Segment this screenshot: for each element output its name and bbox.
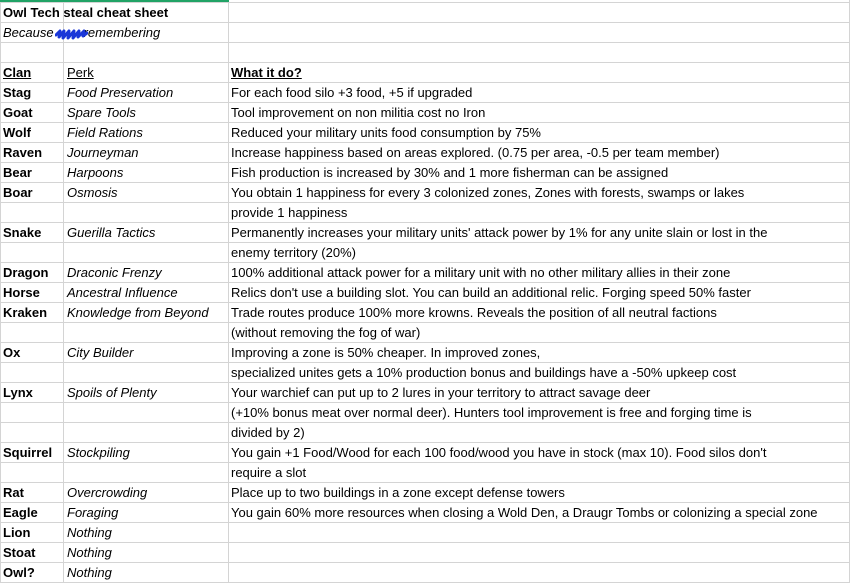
sheet-title: Owl Tech steal cheat sheet <box>3 5 169 20</box>
perk-cell: Harpoons <box>67 165 124 180</box>
table-row[interactable] <box>0 263 850 283</box>
description-cell: Tool improvement on non militia cost no Iron <box>231 105 486 120</box>
description-cell: require a slot <box>231 465 307 480</box>
table-row[interactable] <box>0 383 850 403</box>
table-row[interactable] <box>0 563 850 583</box>
description-cell: You gain +1 Food/Wood for each 100 food/wood you have in stock (max 10). Food silos don't <box>231 445 767 460</box>
description-cell: 100% additional attack power for a military unit with no other military allies in their zone <box>231 265 731 280</box>
description-cell: enemy territory (20%) <box>231 245 356 260</box>
description-cell: For each food silo +3 food, +5 if upgraded <box>231 85 473 100</box>
description-cell: Place up to two buildings in a zone except defense towers <box>231 485 565 500</box>
description-cell: Increase happiness based on areas explored. (0.75 per area, -0.5 per team member) <box>231 145 720 160</box>
table-row[interactable] <box>0 83 850 103</box>
clan-cell: Bear <box>3 165 32 180</box>
clan-cell: Raven <box>3 145 43 160</box>
table-row[interactable] <box>0 243 850 263</box>
perk-cell: Field Rations <box>67 125 143 140</box>
table-row[interactable] <box>0 463 850 483</box>
perk-cell: Draconic Frenzy <box>67 265 162 280</box>
table-row[interactable] <box>0 283 850 303</box>
clan-cell: Wolf <box>3 125 31 140</box>
perk-cell: Nothing <box>67 525 112 540</box>
description-cell: You gain 60% more resources when closing a Wold Den, a Draugr Tombs or colonizing a special zone <box>231 505 818 520</box>
perk-cell: Food Preservation <box>67 85 174 100</box>
perk-cell: Journeyman <box>67 145 139 160</box>
clan-cell: Horse <box>3 285 40 300</box>
perk-cell: Foraging <box>67 505 119 520</box>
perk-cell: Stockpiling <box>67 445 130 460</box>
redaction-scribble <box>55 29 88 40</box>
clan-cell: Eagle <box>3 505 38 520</box>
description-cell: You obtain 1 happiness for every 3 colonized zones, Zones with forests, swamps or lakes <box>231 185 745 200</box>
clan-cell: Stag <box>3 85 32 100</box>
table-row[interactable] <box>0 123 850 143</box>
table-row[interactable] <box>0 343 850 363</box>
clan-cell: Owl? <box>3 565 35 580</box>
perk-cell: Nothing <box>67 545 112 560</box>
table-row[interactable] <box>0 363 850 383</box>
clan-cell: Squirrel <box>3 445 53 460</box>
table-row[interactable] <box>0 103 850 123</box>
perk-cell: City Builder <box>67 345 134 360</box>
table-row[interactable] <box>0 203 850 223</box>
clan-cell: Stoat <box>3 545 36 560</box>
description-cell: Improving a zone is 50% cheaper. In improved zones, <box>231 345 541 360</box>
description-cell: Permanently increases your military units' attack power by 1% for any unite slain or lost in the <box>231 225 768 240</box>
perk-cell: Knowledge from Beyond <box>67 305 209 320</box>
header-row <box>0 63 850 83</box>
perk-cell: Spoils of Plenty <box>67 385 157 400</box>
description-cell: Trade routes produce 100% more krowns. Reveals the position of all neutral factions <box>231 305 717 320</box>
title-row[interactable] <box>0 3 850 23</box>
description-cell: provide 1 happiness <box>231 205 348 220</box>
header-clan: Clan <box>3 65 32 80</box>
table-row[interactable] <box>0 543 850 563</box>
perk-cell: Guerilla Tactics <box>67 225 156 240</box>
description-cell: divided by 2) <box>231 425 305 440</box>
clan-cell: Ox <box>3 345 21 360</box>
description-cell: Relics don't use a building slot. You can build an additional relic. Forging speed 50% faster <box>231 285 751 300</box>
table-row[interactable] <box>0 223 850 243</box>
clan-cell: Rat <box>3 485 24 500</box>
clan-cell: Goat <box>3 105 33 120</box>
table-row[interactable] <box>0 183 850 203</box>
clan-cell: Snake <box>3 225 42 240</box>
table-row[interactable] <box>0 443 850 463</box>
table-row[interactable] <box>0 163 850 183</box>
table-row[interactable] <box>0 323 850 343</box>
clan-cell: Lynx <box>3 385 33 400</box>
header-perk: Perk <box>67 65 94 80</box>
description-cell: (without removing the fog of war) <box>231 325 421 340</box>
table-row[interactable] <box>0 143 850 163</box>
table-row[interactable] <box>0 403 850 423</box>
perk-cell: Osmosis <box>67 185 118 200</box>
table-row[interactable] <box>0 523 850 543</box>
clan-cell: Lion <box>3 525 31 540</box>
description-cell: (+10% bonus meat over normal deer). Hunters tool improvement is free and forging time is <box>231 405 752 420</box>
clan-cell: Boar <box>3 185 33 200</box>
table-row[interactable] <box>0 423 850 443</box>
table-row[interactable] <box>0 483 850 503</box>
description-cell: Reduced your military units food consumption by 75% <box>231 125 541 140</box>
header-description: What it do? <box>231 65 302 80</box>
description-cell: Your warchief can put up to 2 lures in your territory to attract savage deer <box>231 385 651 400</box>
perk-cell: Spare Tools <box>67 105 136 120</box>
table-row[interactable] <box>0 303 850 323</box>
description-cell: Fish production is increased by 30% and 1 more fisherman can be assigned <box>231 165 669 180</box>
cell-selection-indicator <box>0 0 229 2</box>
perk-cell: Overcrowding <box>67 485 148 500</box>
perk-cell: Ancestral Influence <box>67 285 178 300</box>
perk-cell: Nothing <box>67 565 112 580</box>
clan-cell: Dragon <box>3 265 49 280</box>
clan-cell: Kraken <box>3 305 48 320</box>
description-cell: specialized unites gets a 10% production bonus and buildings have a -50% upkeep cost <box>231 365 737 380</box>
subtitle-after: remembering <box>83 25 161 40</box>
subtitle-before: Because <box>3 25 54 40</box>
table-row[interactable] <box>0 503 850 523</box>
